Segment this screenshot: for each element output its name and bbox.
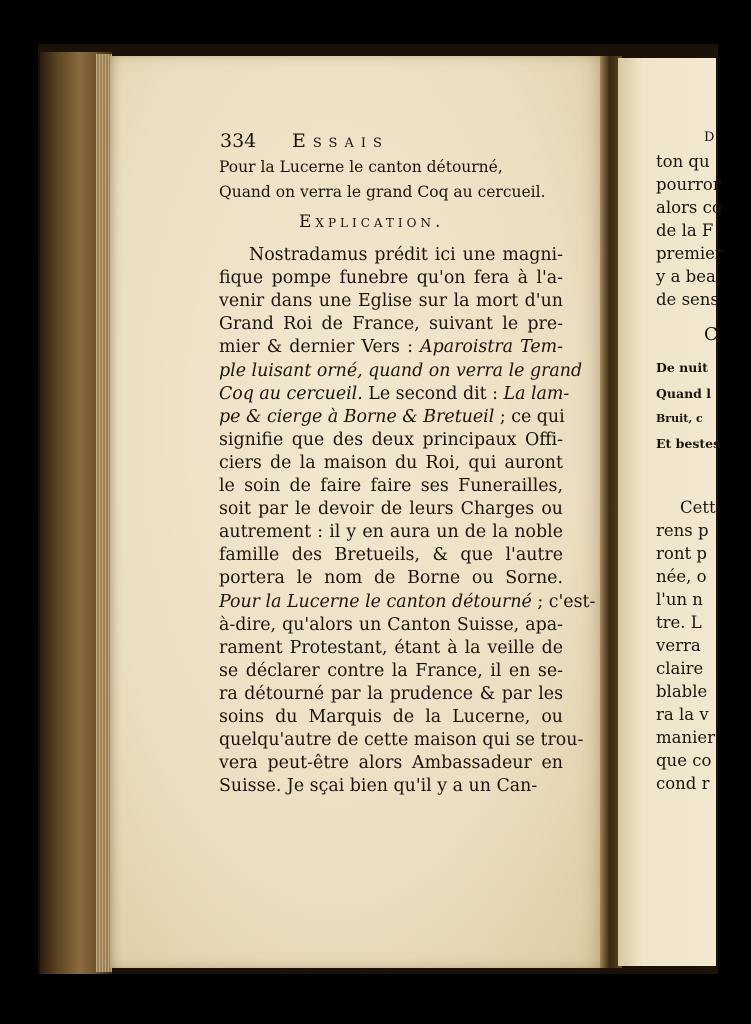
body-line	[219, 567, 563, 590]
body-line-segment: vera peut-être alors Ambassadeur en	[219, 753, 563, 774]
body-line	[219, 313, 563, 336]
body-line	[219, 775, 563, 798]
body-line-segment: Grand Roi de France, suivant le pre-	[219, 314, 563, 335]
body-line	[219, 591, 596, 614]
right-page-line: verra	[656, 636, 701, 655]
body-line-segment: ; c'est-	[531, 591, 596, 612]
body-line-segment: signifie que des deux principaux Offi-	[219, 429, 563, 450]
right-page-line: ton qu	[656, 152, 710, 171]
right-page-heading-fragment: C	[704, 324, 718, 345]
right-page-line: manier	[656, 728, 716, 747]
body-line	[219, 498, 563, 521]
right-page-line: de sens	[656, 290, 719, 309]
right-page-verse-line: Bruit, c	[656, 412, 703, 425]
body-line-segment: ra détourné par la prudence & par les	[219, 683, 563, 704]
page-number: 334	[220, 130, 257, 152]
body-line	[219, 660, 563, 683]
right-page-line: alors co	[656, 198, 722, 217]
body-line-segment: portera le nom de Borne ou Sorne.	[219, 568, 563, 589]
body-line-segment: Coq au cercueil.	[219, 383, 363, 404]
body-line	[219, 752, 563, 775]
body-line-segment: le soin de faire faire ses Funerailles,	[219, 476, 563, 496]
body-line-segment: rament Protestant, étant à la veille de	[219, 637, 563, 658]
right-page-line: née, o	[656, 567, 707, 586]
right-page-header-fragment: D	[704, 130, 715, 145]
body-line	[219, 290, 563, 313]
body-line-segment: à-dire, qu'alors un Canton Suisse, apa-	[219, 614, 563, 635]
right-page-line: cond r	[656, 774, 710, 793]
body-line-segment: ; ce qui	[494, 406, 565, 427]
right-page-line: y a bea	[656, 267, 716, 286]
right-page-line: de la F	[656, 221, 714, 240]
body-line-segment: pe & cierge à Borne & Bretueil	[219, 406, 495, 427]
body-line	[219, 544, 563, 567]
body-line	[219, 637, 563, 660]
right-page-verse-line: Et bestes	[656, 436, 721, 451]
body-line	[219, 383, 570, 406]
body-line-segment: venir dans une Eglise sur la mort d'un	[219, 291, 563, 312]
body-line	[219, 729, 584, 752]
body-line	[219, 706, 563, 729]
right-page-verse-line: De nuit	[656, 360, 708, 375]
body-line	[219, 614, 563, 637]
body-line-segment: mier & dernier Vers :	[219, 337, 421, 358]
verse-line: Quand on verra le grand Coq au cercueil.	[219, 183, 546, 201]
body-line-segment: Le second dit :	[362, 383, 504, 404]
body-line	[219, 683, 563, 706]
right-page-line: que co	[656, 751, 712, 770]
body-line	[219, 475, 563, 498]
body-line-segment: Pour la Lucerne le canton détourné	[219, 591, 532, 612]
body-line	[219, 360, 583, 383]
body-line	[219, 429, 563, 452]
body-line-segment: Nostradamus prédit ici une magni-	[249, 245, 563, 265]
body-line	[219, 267, 563, 290]
body-line-segment: ple luisant orné, quand on verra le grand	[219, 360, 583, 381]
right-page-line: blable	[656, 682, 708, 701]
body-line	[249, 244, 563, 267]
right-page-line: pourror	[656, 175, 721, 194]
right-page-line: claire	[656, 659, 704, 678]
body-line	[219, 336, 563, 359]
body-line-segment: soit par le devoir de leurs Charges ou	[219, 499, 563, 520]
right-page-line: tre. L	[656, 613, 702, 632]
body-line-segment: Suisse. Je sçai bien qu'il y a un Can-	[219, 776, 538, 797]
right-page-line: Cett	[680, 498, 716, 517]
body-line-segment: famille des Bretueils, & que l'autre	[219, 545, 563, 566]
right-page-line: ra la v	[656, 705, 709, 724]
section-heading: Explication.	[299, 212, 445, 232]
right-page-line: rens p	[656, 521, 709, 540]
page-header	[220, 130, 389, 152]
body-line-segment: Aparoistra Tem-	[420, 337, 564, 358]
body-line	[219, 452, 563, 475]
running-title: Essais	[292, 130, 389, 152]
body-line-segment: La lam-	[503, 383, 570, 404]
right-page-line: premier	[656, 244, 723, 263]
right-page-line: l'un n	[656, 590, 703, 609]
body-line-segment: autrement : il y en aura un de la noble	[219, 522, 563, 543]
body-line-segment: ciers de la maison du Roi, qui auront	[219, 452, 563, 473]
body-line-segment: soins du Marquis de la Lucerne, ou	[219, 707, 563, 727]
right-page	[618, 58, 723, 966]
body-line	[219, 521, 563, 544]
body-line-segment: quelqu'autre de cette maison qui se trou-	[219, 730, 584, 751]
verse-line: Pour la Lucerne le canton détourné,	[219, 158, 503, 176]
body-line	[219, 406, 563, 429]
right-page-line: ront p	[656, 544, 707, 563]
right-page-verse-line: Quand l	[656, 386, 712, 401]
body-line-segment: fique pompe funebre qu'on fera à l'a-	[219, 268, 563, 289]
body-line-segment: se déclarer contre la France, il en se-	[219, 660, 563, 681]
